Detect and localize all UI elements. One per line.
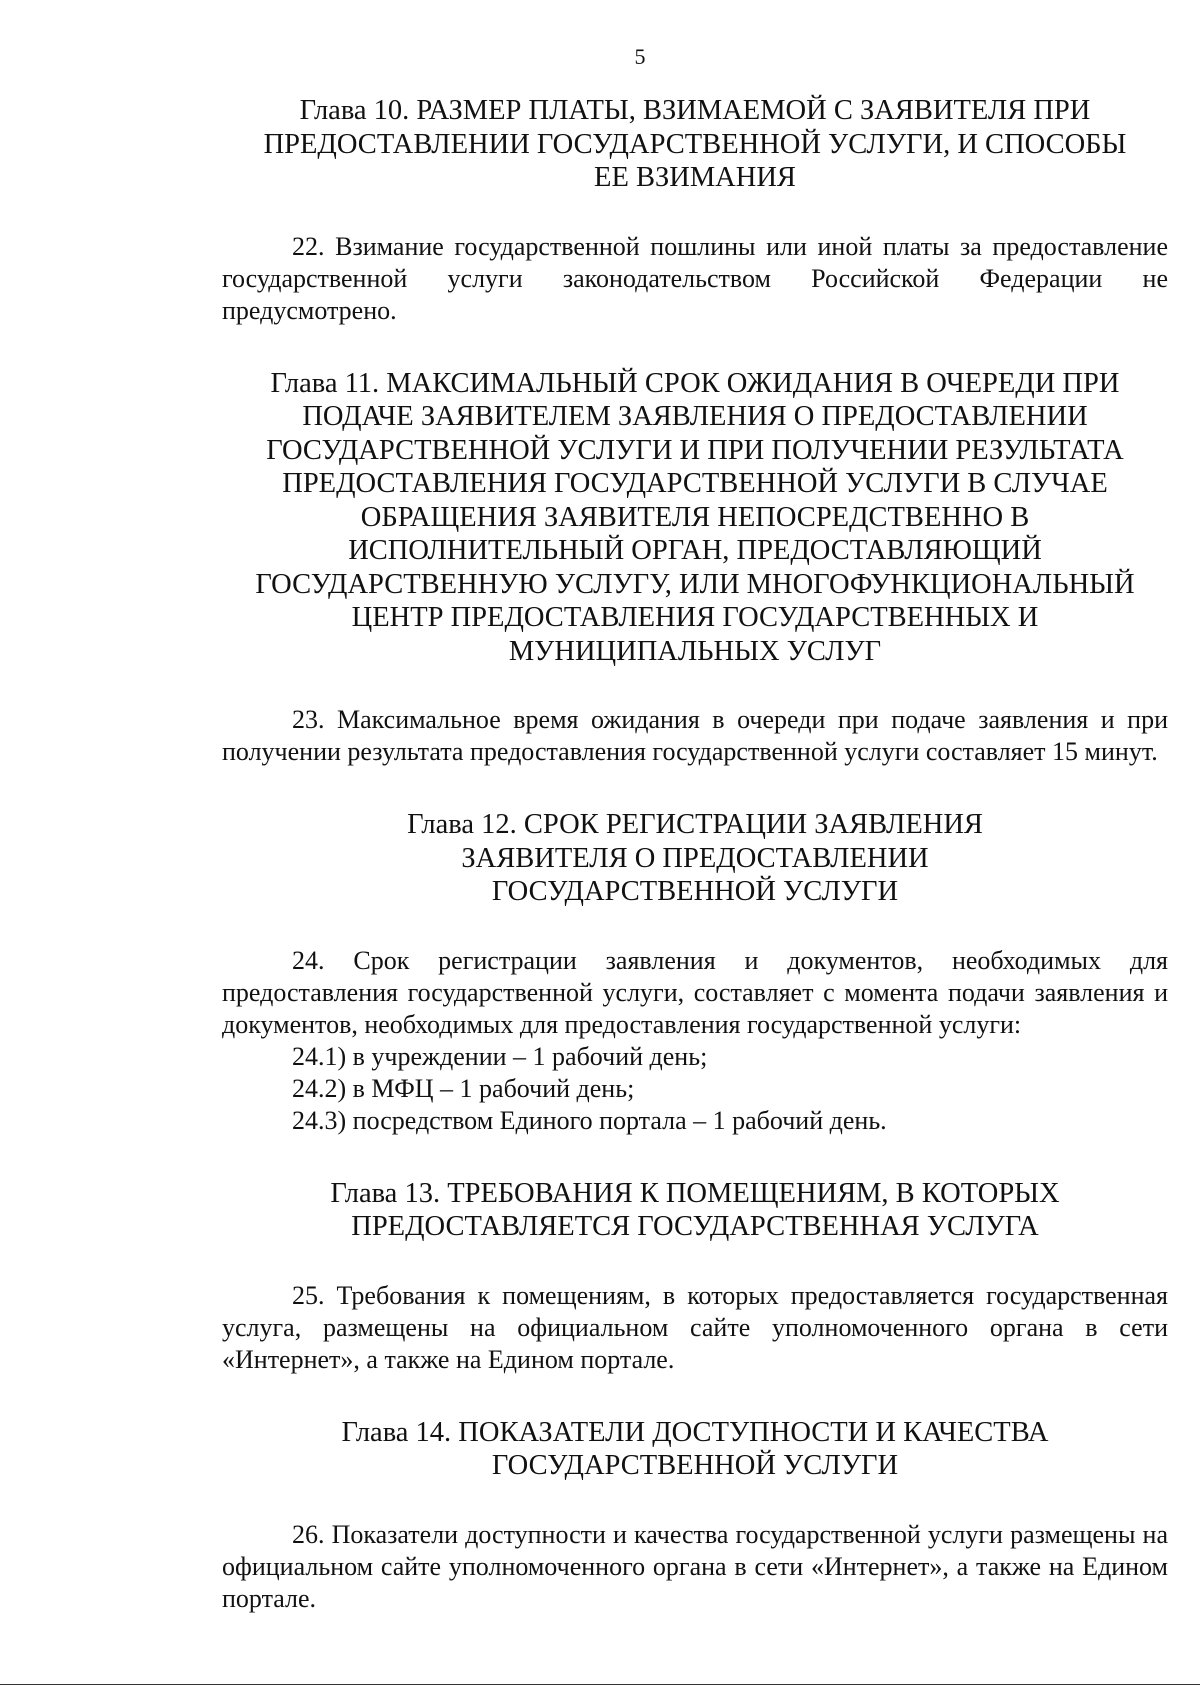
chapter-11-heading: Глава 11. МАКСИМАЛЬНЫЙ СРОК ОЖИДАНИЯ В ОЧЕРЕДИ ПРИ ПОДАЧЕ ЗАЯВИТЕЛЕМ ЗАЯВЛЕНИЯ О ПРЕДОСТАВЛЕНИИ ГОСУДАРСТВЕННОЙ УСЛУГИ И ПРИ ПОЛУЧЕНИИ РЕЗУЛЬТАТА ПРЕДОСТАВЛЕНИЯ ГОСУДАРСТВЕННОЙ УСЛУГИ В СЛУЧАЕ ОБРАЩЕНИЯ ЗАЯВИТЕЛЯ НЕПОСРЕДСТВЕННО В ИСПОЛНИТЕЛЬНЫЙ ОРГАН, ПРЕДОСТАВЛЯЮЩИЙ ГОСУДАРСТВЕННУЮ УСЛУГУ, ИЛИ МНОГОФУНКЦИОНАЛЬНЫЙ ЦЕНТР ПРЕДОСТАВЛЕНИЯ ГОСУДАРСТВЕННЫХ И МУНИЦИПАЛЬНЫХ УСЛУГ xyxy=(255,367,1135,667)
chapter-10 xyxy=(222,94,1168,327)
chapter-12-heading: Глава 12. СРОК РЕГИСТРАЦИИ ЗАЯВЛЕНИЯ ЗАЯВИТЕЛЯ О ПРЕДОСТАВЛЕНИИ ГОСУДАРСТВЕННОЙ УСЛУГИ xyxy=(407,809,983,907)
document-body xyxy=(222,94,1168,1615)
list-item-24-2: 24.2) в МФЦ – 1 рабочий день; xyxy=(292,1073,635,1103)
chapter-13-heading: Глава 13. ТРЕБОВАНИЯ К ПОМЕЩЕНИЯМ, В КОТОРЫХ ПРЕДОСТАВЛЯЕТСЯ ГОСУДАРСТВЕННАЯ УСЛУГА xyxy=(330,1177,1060,1242)
paragraph-24: 24. Срок регистрации заявления и документов, необходимых для предоставления государственной услуги, составляет с момента подачи заявления и документов, необходимых для предоставления государственной услуги: xyxy=(222,945,1168,1039)
paragraph-25: 25. Требования к помещениям, в которых предоставляется государственная услуга, размещены на официальном сайте уполномоченного органа в сети «Интернет», а также на Едином портале. xyxy=(222,1280,1168,1374)
paragraph-26: 26. Показатели доступности и качества государственной услуги размещены на официальном сайте уполномоченного органа в сети «Интернет», а также на Едином портале. xyxy=(222,1519,1168,1613)
paragraph-23: 23. Максимальное время ожидания в очереди при подаче заявления и при получении результата предоставления государственной услуги составляет 15 минут. xyxy=(222,705,1168,766)
paragraph-22: 22. Взимание государственной пошлины или иной платы за предоставление государственной услуги законодательством Российской Федерации не предусмотрено. xyxy=(222,231,1168,325)
chapter-10-heading: Глава 10. РАЗМЕР ПЛАТЫ, ВЗИМАЕМОЙ С ЗАЯВИТЕЛЯ ПРИ ПРЕДОСТАВЛЕНИИ ГОСУДАРСТВЕННОЙ УСЛУГИ, И СПОСОБЫ ЕЕ ВЗИМАНИЯ xyxy=(263,95,1127,193)
list-item-24-1: 24.1) в учреждении – 1 рабочий день; xyxy=(292,1041,708,1071)
chapter-14-heading: Глава 14. ПОКАЗАТЕЛИ ДОСТУПНОСТИ И КАЧЕСТВА ГОСУДАРСТВЕННОЙ УСЛУГИ xyxy=(341,1416,1049,1481)
chapter-13 xyxy=(222,1177,1168,1376)
chapter-11 xyxy=(222,367,1168,769)
bottom-divider xyxy=(0,1684,1200,1685)
page-number: 5 xyxy=(634,44,646,69)
chapter-12 xyxy=(222,808,1168,1137)
chapter-14 xyxy=(222,1416,1168,1615)
list-item-24-3: 24.3) посредством Единого портала – 1 рабочий день. xyxy=(292,1105,887,1135)
